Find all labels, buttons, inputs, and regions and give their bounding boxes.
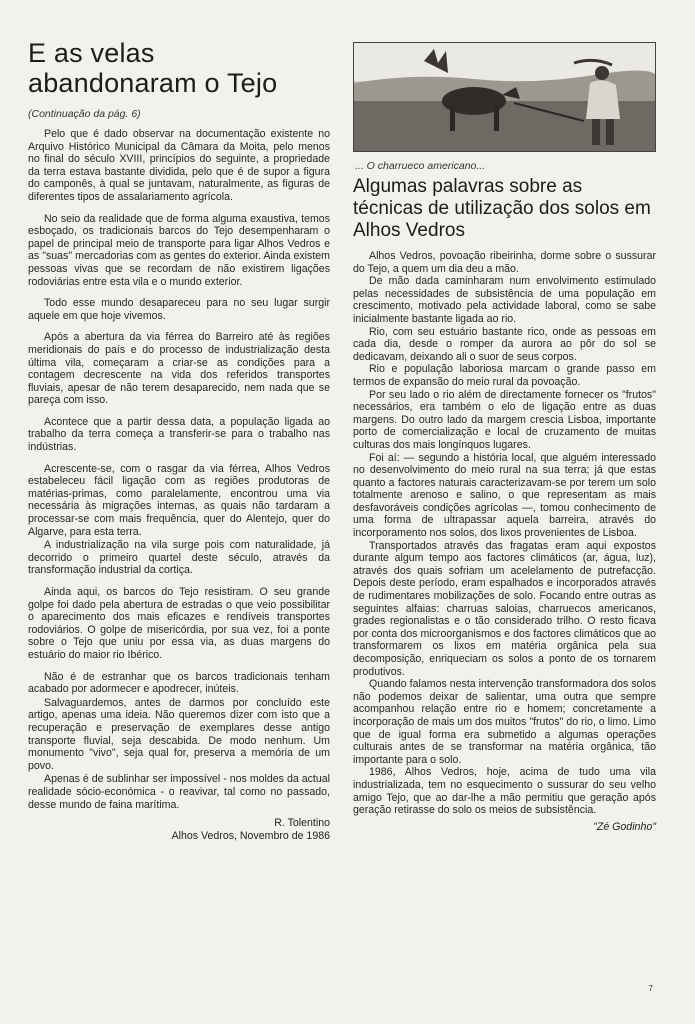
paragraph: Foi aí: — segundo a história local, que alguém interessado no desenvolvimento do meio rural na sua terra; já que estas quanto a factores naturais caracterizavam-se por terem um solo totalmente arenoso e salino, o que representam as mais desfavoráveis condições agrícolas —, tomou conhecimento de uma forma de ultrapassar aquela barreira, através do incorporamento nos solos, dos lixos provenientes de Lisboa. <box>353 451 656 540</box>
paragraph: Rio, com seu estuário bastante rico, onde as pessoas em cada dia, desde o romper da aurora ao pôr do sol se dedicavam, deixando ali o suor de seus corpos. <box>353 325 656 363</box>
continuation-note: (Continuação da pág. 6) <box>28 108 141 120</box>
paragraph: Salvaguardemos, antes de darmos por concluído este artigo, apenas uma ideia. Não queremos dizer com isto que a recuperação e preservação de exemplares desse antigo transporte fluvial, seja descabida. De modo nenhum. Um monumento "vivo", seja qual for, preserva a memória de um povo. <box>28 696 330 772</box>
left-article-body <box>28 128 330 811</box>
right-author: "Zé Godinho" <box>593 820 656 833</box>
paragraph: Rio e população laboriosa marcam o grande passo em termos de expansão do meio rural da povoação. <box>353 363 656 388</box>
photo-caption: ... O charrueco americano... <box>355 160 486 172</box>
paragraph: Transportados através das fragatas eram aqui expostos durante algum tempo aos factores climáticos (ar, água, luz), através dos quais sofriam um acelelamento de putrefacção. Depois deste período, eram espalhados e incorporados através de rudimentares mobilizações de solo. Focando entre outras as seguintes alfaias: charruas saloias, charruecos americanos, grades regionalistas e o tão considerado trilho. O resto ficava por conta dos microorganismos e dos factores climáticos que ao transformarem os lixos em matéria orgânica pela sua decomposição, enriqueciam os solos a ponto de os tornarem produtivos. <box>353 539 656 678</box>
paragraph: Apenas é de sublinhar ser impossível - nos moldes da actual realidade sócio-económica - o reavivar, tal como no passado, desse mundo de faina marítima. <box>28 773 330 811</box>
paragraph: Acrescente-se, com o rasgar da via férrea, Alhos Vedros estabeleceu fácil ligação com as regiões produtoras de matérias-primas, como paralelamente, encontrou uma via necessária às migrações internas, as quais não tardaram a processar-se com mais frequência, quer do Alentejo, quer do Algarve, para esta terra. <box>28 462 330 538</box>
left-headline: E as velas abandonaram o Tejo <box>28 38 278 98</box>
paragraph: Pelo que é dado observar na documentação existente no Arquivo Histórico Municipal da Câmara da Moita, pelo menos no final do século XVIII, princípios do seguinte, a propriedade da terra estava bastante dividida, pelo que é de supor a figura do camponês, à qual se juntavam, naturalmente, as figuras de diferentes tipos de assalariamento agrícola. <box>28 128 330 203</box>
paragraph: Após a abertura da via férrea do Barreiro até às regiões meridionais do país e do processo de industrialização desta última vila, começaram a criar-se as condições para a contagem decrescente na vida dos referidos transportes fluviais, apesar de não terem desaparecido, nem nada que se pareça com isso. <box>28 331 330 407</box>
paragraph: Acontece que a partir dessa data, a população ligada ao trabalho da terra começa a transferir-se para o trabalho nas indústrias. <box>28 415 330 454</box>
plough-photo-illustration <box>354 43 656 152</box>
paragraph: De mão dada caminharam num envolvimento estimulado pelas necessidades de subsistência de uma população em crescimento, motivado pela actividade laboral, como se sabe inicialmente bastante ligada ao rio. <box>353 275 656 325</box>
paragraph: Por seu lado o rio além de directamente fornecer os "frutos" necessários, era também o elo de ligação entre as duas margens. Do outro lado da margem crescia Lisboa, importante porto de comercialização e local de cruzamento de muitas culturas dos mais longínquos lugares. <box>353 388 656 451</box>
right-headline: Algumas palavras sobre as técnicas de utilização dos solos em Alhos Vedros <box>353 176 651 241</box>
plough-photo <box>353 42 656 152</box>
right-article-body <box>353 250 656 817</box>
page-number: 7 <box>648 984 653 993</box>
left-signature <box>28 817 330 843</box>
left-article <box>28 38 330 843</box>
paragraph: Alhos Vedros, povoação ribeirinha, dorme sobre o sussurar do Tejo, a quem um dia deu a mão. <box>353 250 656 275</box>
paragraph: Ainda aqui, os barcos do Tejo resistiram. O seu grande golpe foi dado pela abertura de estradas o que veio possibilitar o aparecimento dos mais eficazes e rendíveis transportes rodoviários. O golpe de misericórdia, por sua vez, foi a ponte sobre o Tejo que uniu por essa via, as duas margens do estuário do maior rio Ibérico. <box>28 586 330 661</box>
author-name: R. Tolentino <box>274 817 330 830</box>
paragraph: 1986, Alhos Vedros, hoje, acima de tudo uma vila industrializada, tem no esquecimento o sussurar do seu velho amigo Tejo, que ao dar-lhe a mão permitiu que geração após geração retirasse do solo os meios de subsistência. <box>353 766 656 817</box>
right-article <box>353 42 656 833</box>
place-date: Alhos Vedros, Novembro de 1986 <box>171 830 330 843</box>
paragraph: Todo esse mundo desapareceu para no seu lugar surgir aquele em que hoje vivemos. <box>28 297 330 322</box>
paragraph: A industrialização na vila surge pois com naturalidade, já decorrido o primeiro quartel deste século, através da transformação industrial da cortiça. <box>28 539 330 577</box>
paragraph: Não é de estranhar que os barcos tradicionais tenham acabado por adormecer e apodrecer, inúteis. <box>28 670 330 696</box>
paragraph: Quando falamos nesta intervenção transformadora dos solos não podemos deixar de salientar, uma outra que sempre acompanhou relação entre rio e homem; concretamente a incorporação de mais um dos muitos "frutos" do rio, o limo. Limo que de igual forma era submetido a algumas operações culturais antes de se transformar na matéria orgânica, tão importante para o solo. <box>353 678 656 766</box>
paragraph: No seio da realidade que de forma alguma exaustiva, temos esboçado, os tradicionais barcos do Tejo desempenharam o papel de principal meio de transporte para ligar Alhos Vedros e as "suas" mercadorias com as gentes do exterior. Ainda existem pessoas vivas que se recordam de não existirem ligações rodoviárias entre esta vila e o mundo exterior. <box>28 212 330 288</box>
